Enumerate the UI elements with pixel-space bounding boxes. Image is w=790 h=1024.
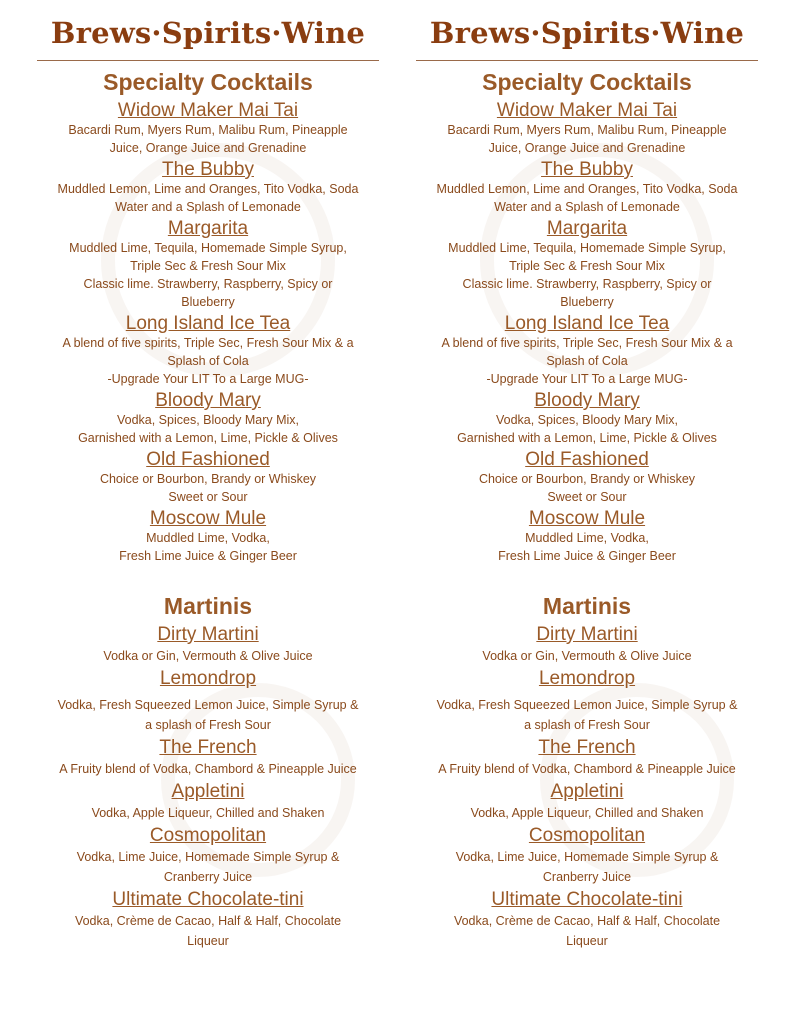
menu-item-description: Choice or Bourbon, Brandy or Whiskey <box>99 472 317 486</box>
menu-item-description: Vodka or Gin, Vermouth & Olive Juice <box>482 649 692 663</box>
menu-item-name: Ultimate Chocolate-tini <box>112 889 304 910</box>
menu-item-description: Vodka, Apple Liqueur, Chilled and Shaken <box>470 806 704 820</box>
martini-list <box>18 623 398 950</box>
menu-item-description: Garnished with a Lemon, Lime, Pickle & Olives <box>457 431 717 445</box>
menu-item-description: Muddled Lemon, Lime and Oranges, Tito Vodka, Soda <box>57 182 359 196</box>
menu-item-name: Margarita <box>546 218 628 239</box>
menu-item-description: Triple Sec & Fresh Sour Mix <box>509 259 665 273</box>
menu-item-description: Vodka, Spices, Bloody Mary Mix, <box>495 413 679 427</box>
menu-item-name: The French <box>159 737 257 758</box>
menu-item-name: The Bubby <box>162 159 254 180</box>
menu-item-description: a splash of Fresh Sour <box>145 718 271 732</box>
menu-item-name: Widow Maker Mai Tai <box>496 100 678 121</box>
brand-title: Brews·Spirits·Wine <box>50 16 366 50</box>
menu-item-name: The Bubby <box>541 159 633 180</box>
menu-item-description: Sweet or Sour <box>168 490 248 504</box>
menu-item-description: Muddled Lime, Tequila, Homemade Simple Syrup, <box>448 241 726 255</box>
menu-item-description: -Upgrade Your LIT To a Large MUG- <box>486 372 688 386</box>
menu-item-description: Cranberry Juice <box>163 870 253 884</box>
menu-item-description: Blueberry <box>181 295 235 309</box>
menu-item-name: Moscow Mule <box>149 508 267 529</box>
menu-item-name: Ultimate Chocolate-tini <box>491 889 683 910</box>
menu-item-description: Vodka, Crème de Cacao, Half & Half, Chocolate <box>453 914 721 928</box>
menu-item-name: Bloody Mary <box>155 390 261 411</box>
menu-item-description: Vodka, Lime Juice, Homemade Simple Syrup & <box>76 850 340 864</box>
menu-item-name: Cosmopolitan <box>528 825 646 846</box>
menu-item-description: Muddled Lime, Tequila, Homemade Simple Syrup, <box>69 241 347 255</box>
menu-item-description: Juice, Orange Juice and Grenadine <box>488 141 686 155</box>
menu-item-description: Fresh Lime Juice & Ginger Beer <box>498 549 676 563</box>
menu-item-description: A Fruity blend of Vodka, Chambord & Pineapple Juice <box>438 762 736 776</box>
menu-item-description: Bacardi Rum, Myers Rum, Malibu Rum, Pineapple <box>447 123 727 137</box>
menu-item-name: Dirty Martini <box>157 624 259 645</box>
menu-item-description: Classic lime. Strawberry, Raspberry, Spicy or <box>83 277 333 291</box>
section-title-martinis: Martinis <box>542 593 632 619</box>
menu-item-description: Bacardi Rum, Myers Rum, Malibu Rum, Pineapple <box>68 123 348 137</box>
menu-item-description: Vodka, Spices, Bloody Mary Mix, <box>116 413 300 427</box>
menu-item-description: A blend of five spirits, Triple Sec, Fresh Sour Mix & a <box>62 336 354 350</box>
menu-item-description: A Fruity blend of Vodka, Chambord & Pineapple Juice <box>59 762 357 776</box>
menu-item-description: Blueberry <box>560 295 614 309</box>
menu-item-name: Margarita <box>167 218 249 239</box>
divider <box>37 60 379 61</box>
section-title-martinis: Martinis <box>163 593 253 619</box>
menu-item-description: Triple Sec & Fresh Sour Mix <box>130 259 286 273</box>
menu-item-description: Liqueur <box>566 934 608 948</box>
menu-item-description: Cranberry Juice <box>542 870 632 884</box>
menu-item-name: Old Fashioned <box>525 449 649 470</box>
menu-item-description: Garnished with a Lemon, Lime, Pickle & Olives <box>78 431 338 445</box>
menu-item-description: Vodka, Fresh Squeezed Lemon Juice, Simple Syrup & <box>57 698 359 712</box>
menu-item-name: Lemondrop <box>538 668 636 689</box>
menu-item-description: Juice, Orange Juice and Grenadine <box>109 141 307 155</box>
menu-item-description: Sweet or Sour <box>547 490 627 504</box>
section-title-cocktails: Specialty Cocktails <box>103 69 313 95</box>
menu-item-description: Vodka, Fresh Squeezed Lemon Juice, Simple Syrup & <box>436 698 738 712</box>
menu-item-name: Widow Maker Mai Tai <box>117 100 299 121</box>
martini-list <box>397 623 777 950</box>
menu-item-description: Water and a Splash of Lemonade <box>494 200 680 214</box>
menu-item-description: Fresh Lime Juice & Ginger Beer <box>119 549 297 563</box>
menu-item-description: Liqueur <box>187 934 229 948</box>
menu-item-description: Classic lime. Strawberry, Raspberry, Spicy or <box>462 277 712 291</box>
menu-item-description: -Upgrade Your LIT To a Large MUG- <box>107 372 309 386</box>
menu-item-description: a splash of Fresh Sour <box>524 718 650 732</box>
menu-item-description: Muddled Lime, Vodka, <box>525 531 649 545</box>
cocktail-list <box>18 99 398 565</box>
menu-item-name: Long Island Ice Tea <box>125 313 291 334</box>
menu-item-description: Choice or Bourbon, Brandy or Whiskey <box>478 472 696 486</box>
menu-item-name: Old Fashioned <box>146 449 270 470</box>
menu-item-name: Appletini <box>550 781 624 802</box>
menu-item-description: Muddled Lemon, Lime and Oranges, Tito Vodka, Soda <box>436 182 738 196</box>
menu-item-name: Dirty Martini <box>536 624 638 645</box>
menu-item-description: Vodka or Gin, Vermouth & Olive Juice <box>103 649 313 663</box>
menu-column-right <box>397 0 777 1024</box>
section-title-cocktails: Specialty Cocktails <box>482 69 692 95</box>
brand-title: Brews·Spirits·Wine <box>429 16 745 50</box>
menu-item-description: Splash of Cola <box>167 354 249 368</box>
divider <box>416 60 758 61</box>
cocktail-list <box>397 99 777 565</box>
menu-item-description: A blend of five spirits, Triple Sec, Fresh Sour Mix & a <box>441 336 733 350</box>
menu-item-name: The French <box>538 737 636 758</box>
menu-item-name: Bloody Mary <box>534 390 640 411</box>
menu-item-description: Muddled Lime, Vodka, <box>146 531 270 545</box>
menu-item-name: Cosmopolitan <box>149 825 267 846</box>
menu-column-left <box>18 0 398 1024</box>
menu-item-description: Vodka, Apple Liqueur, Chilled and Shaken <box>91 806 325 820</box>
menu-item-description: Water and a Splash of Lemonade <box>115 200 301 214</box>
menu-item-description: Vodka, Crème de Cacao, Half & Half, Chocolate <box>74 914 342 928</box>
menu-item-description: Vodka, Lime Juice, Homemade Simple Syrup & <box>455 850 719 864</box>
menu-item-name: Appletini <box>171 781 245 802</box>
menu-item-name: Moscow Mule <box>528 508 646 529</box>
menu-item-name: Lemondrop <box>159 668 257 689</box>
menu-item-name: Long Island Ice Tea <box>504 313 670 334</box>
menu-item-description: Splash of Cola <box>546 354 628 368</box>
